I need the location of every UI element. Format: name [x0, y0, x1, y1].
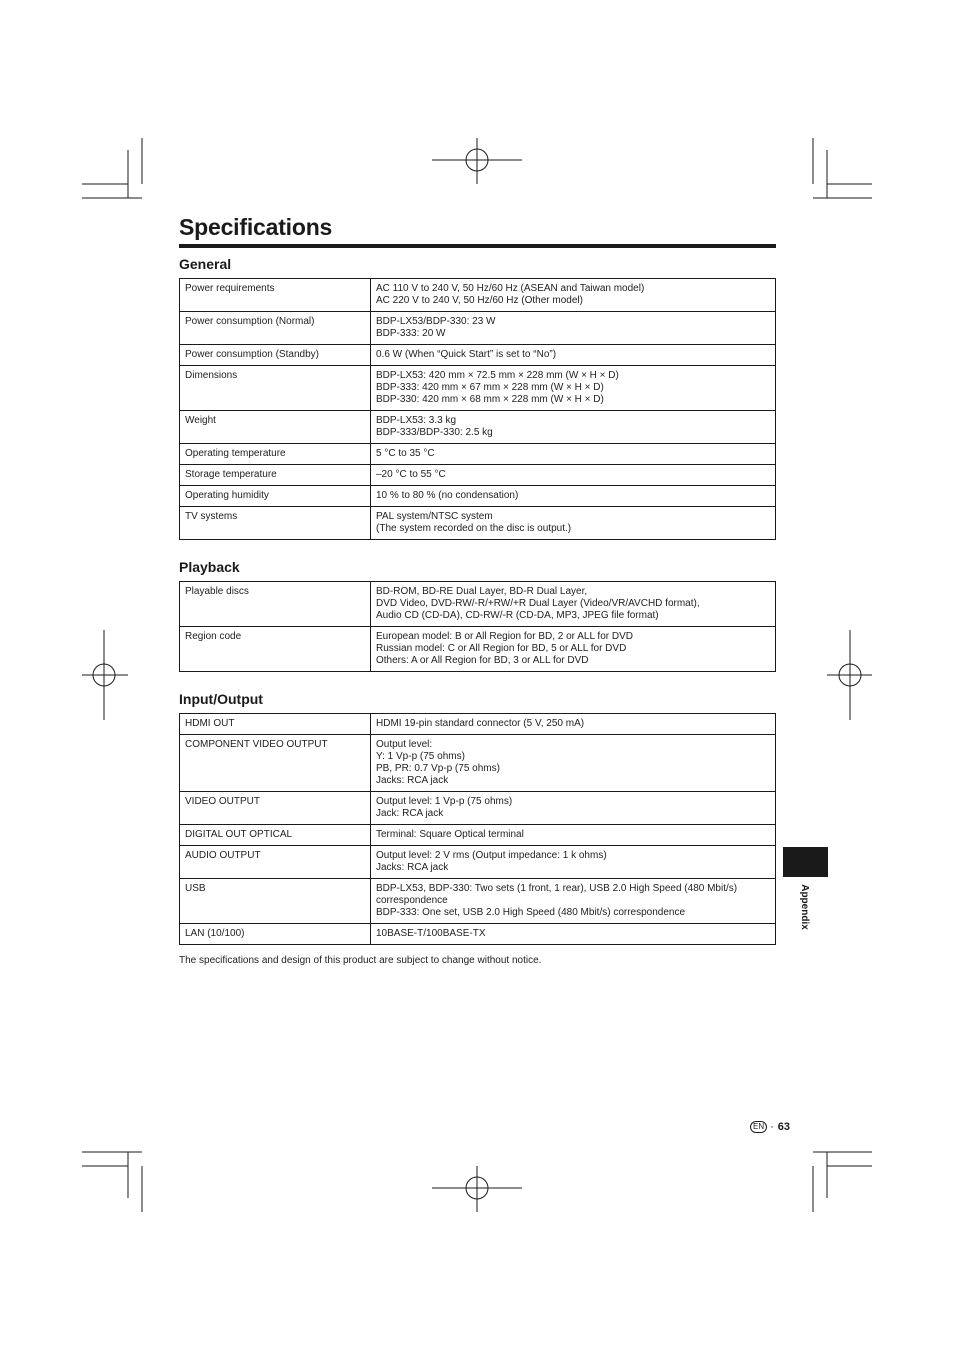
spec-value-line: –20 °C to 55 °C [376, 469, 446, 480]
spec-value-line: Others: A or All Region for BD, 3 or ALL for DVD [376, 655, 589, 666]
table-row [180, 345, 776, 366]
spec-value [371, 582, 776, 627]
appendix-tab-label: Appendix [799, 884, 810, 930]
spec-label: Operating humidity [180, 486, 371, 507]
spec-value-line: BDP-LX53: 420 mm × 72.5 mm × 228 mm (W × H × D) [376, 370, 619, 381]
spec-value [371, 507, 776, 540]
spec-value-line: BDP-LX53: 3.3 kg [376, 415, 457, 426]
spec-value-line: BDP-333: 420 mm × 67 mm × 228 mm (W × H × D) [376, 382, 604, 393]
spec-value [371, 411, 776, 444]
spec-label: Operating temperature [180, 444, 371, 465]
general-table [179, 278, 776, 540]
spec-value-line: 10BASE-T/100BASE-TX [376, 928, 486, 939]
table-row [180, 735, 776, 792]
spec-value [371, 444, 776, 465]
spec-value-line: AC 110 V to 240 V, 50 Hz/60 Hz (ASEAN and Taiwan model) [376, 283, 645, 294]
table-row [180, 444, 776, 465]
input-output-heading: Input/Output [179, 691, 263, 707]
spec-value [371, 627, 776, 672]
spec-value-line: European model: B or All Region for BD, 2 or ALL for DVD [376, 631, 633, 642]
spec-value-line: DVD Video, DVD-RW/-R/+RW/+R Dual Layer (Video/VR/AVCHD format), [376, 598, 700, 609]
spec-value-line: 10 % to 80 % (no condensation) [376, 490, 519, 501]
table-row [180, 411, 776, 444]
appendix-tab-marker [783, 847, 828, 877]
spec-value [371, 714, 776, 735]
table-row [180, 924, 776, 945]
spec-label: VIDEO OUTPUT [180, 792, 371, 825]
spec-label: Dimensions [180, 366, 371, 411]
spec-value-line: BD-ROM, BD-RE Dual Layer, BD-R Dual Layer, [376, 586, 588, 597]
spec-label: COMPONENT VIDEO OUTPUT [180, 735, 371, 792]
spec-label: Region code [180, 627, 371, 672]
spec-label: Power consumption (Standby) [180, 345, 371, 366]
input-output-table-body [180, 714, 776, 945]
spec-value-line: correspondence [376, 895, 448, 906]
spec-value-line: BDP-333/BDP-330: 2.5 kg [376, 427, 493, 438]
general-heading: General [179, 256, 232, 272]
spec-value-line: Terminal: Square Optical terminal [376, 829, 524, 840]
footnote: The specifications and design of this product are subject to change without notice. [179, 955, 542, 966]
spec-value-line: BDP-LX53, BDP-330: Two sets (1 front, 1 rear), USB 2.0 High Speed (480 Mbit/s) [376, 883, 738, 894]
spec-label: Power requirements [180, 279, 371, 312]
playback-table [179, 581, 776, 672]
page-separator: · [770, 1121, 774, 1133]
spec-value [371, 465, 776, 486]
spec-value-line: AC 220 V to 240 V, 50 Hz/60 Hz (Other model) [376, 295, 583, 306]
spec-value [371, 735, 776, 792]
input-output-table [179, 713, 776, 945]
spec-value-line: Jack: RCA jack [376, 808, 444, 819]
spec-value-line: HDMI 19-pin standard connector (5 V, 250 mA) [376, 718, 585, 729]
playback-table-body [180, 582, 776, 672]
spec-value [371, 486, 776, 507]
spec-value [371, 366, 776, 411]
table-row [180, 465, 776, 486]
spec-value [371, 792, 776, 825]
page-footer [750, 1120, 790, 1134]
spec-label: Playable discs [180, 582, 371, 627]
table-row [180, 714, 776, 735]
spec-label: LAN (10/100) [180, 924, 371, 945]
table-row [180, 792, 776, 825]
spec-value-line: Output level: 2 V rms (Output impedance: 1 k ohms) [376, 850, 607, 861]
spec-label: USB [180, 879, 371, 924]
page-title: Specifications [179, 212, 776, 248]
table-row [180, 279, 776, 312]
spec-value-line: BDP-LX53/BDP-330: 23 W [376, 316, 496, 327]
playback-heading: Playback [179, 559, 240, 575]
specifications-section [179, 212, 776, 967]
spec-value-line: 5 °C to 35 °C [376, 448, 435, 459]
spec-label: AUDIO OUTPUT [180, 846, 371, 879]
spec-value-line: (The system recorded on the disc is output.) [376, 523, 572, 534]
spec-value [371, 825, 776, 846]
table-row [180, 486, 776, 507]
spec-value-line: Jacks: RCA jack [376, 862, 449, 873]
table-row [180, 507, 776, 540]
spec-value-line: BDP-333: One set, USB 2.0 High Speed (480 Mbit/s) correspondence [376, 907, 686, 918]
spec-label: Storage temperature [180, 465, 371, 486]
spec-label: DIGITAL OUT OPTICAL [180, 825, 371, 846]
table-row [180, 825, 776, 846]
spec-label: TV systems [180, 507, 371, 540]
spec-value [371, 279, 776, 312]
spec-label: Power consumption (Normal) [180, 312, 371, 345]
table-row [180, 846, 776, 879]
spec-value-line: BDP-333: 20 W [376, 328, 446, 339]
table-row [180, 627, 776, 672]
spec-value-line: Output level: [376, 739, 433, 750]
table-row [180, 582, 776, 627]
spec-value [371, 879, 776, 924]
spec-value-line: Y: 1 Vp-p (75 ohms) [376, 751, 465, 762]
spec-value-line: 0.6 W (When “Quick Start” is set to “No”) [376, 349, 557, 360]
spec-value-line: Russian model: C or All Region for BD, 5 or ALL for DVD [376, 643, 627, 654]
spec-value-line: PAL system/NTSC system [376, 511, 493, 522]
spec-value [371, 345, 776, 366]
page-number: 63 [777, 1121, 791, 1133]
table-row [180, 366, 776, 411]
spec-value-line: Output level: 1 Vp-p (75 ohms) [376, 796, 513, 807]
spec-value-line: BDP-330: 420 mm × 68 mm × 228 mm (W × H × D) [376, 394, 604, 405]
spec-value-line: Audio CD (CD-DA), CD-RW/-R (CD-DA, MP3, JPEG file format) [376, 610, 659, 621]
table-row [180, 312, 776, 345]
language-badge: EN [750, 1121, 767, 1133]
spec-value [371, 312, 776, 345]
general-table-body [180, 279, 776, 540]
spec-value-line: PB, PR: 0.7 Vp-p (75 ohms) [376, 763, 500, 774]
spec-value-line: Jacks: RCA jack [376, 775, 449, 786]
spec-label: HDMI OUT [180, 714, 371, 735]
table-row [180, 879, 776, 924]
spec-value [371, 846, 776, 879]
spec-value [371, 924, 776, 945]
spec-label: Weight [180, 411, 371, 444]
